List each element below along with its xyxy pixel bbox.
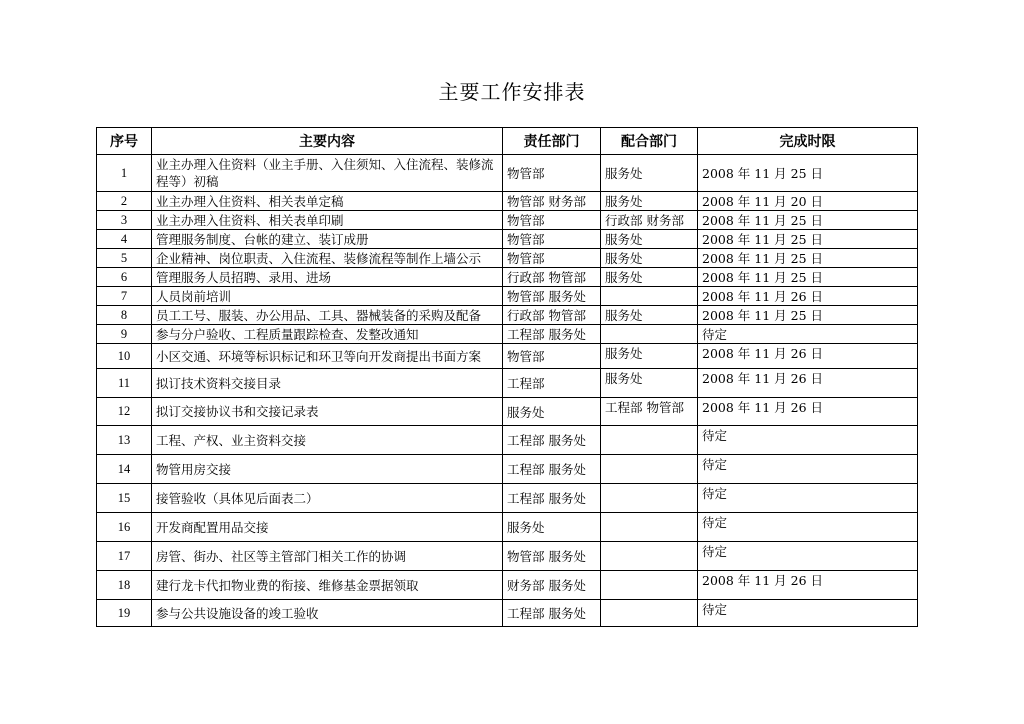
row-number: 2 — [97, 192, 152, 211]
row-responsible-dept: 工程部 服务处 — [503, 484, 601, 513]
row-cooperating-dept: 工程部 物管部 — [601, 398, 698, 426]
row-responsible-dept: 工程部 服务处 — [503, 600, 601, 627]
row-deadline: 2008 年 11 月 26 日 — [698, 344, 918, 369]
row-number: 10 — [97, 344, 152, 369]
row-responsible-dept: 物管部 — [503, 155, 601, 192]
row-content: 管理服务制度、台帐的建立、装订成册 — [152, 230, 503, 249]
row-cooperating-dept — [601, 600, 698, 627]
row-cooperating-dept — [601, 542, 698, 571]
row-cooperating-dept: 服务处 — [601, 249, 698, 268]
table-row — [97, 249, 918, 268]
row-cooperating-dept — [601, 287, 698, 306]
row-content: 建行龙卡代扣物业费的衔接、维修基金票据领取 — [152, 571, 503, 600]
row-cooperating-dept: 服务处 — [601, 230, 698, 249]
row-content: 工程、产权、业主资料交接 — [152, 426, 503, 455]
table-row — [97, 268, 918, 287]
row-cooperating-dept — [601, 455, 698, 484]
row-content: 企业精神、岗位职责、入住流程、装修流程等制作上墙公示 — [152, 249, 503, 268]
row-content: 参与公共设施设备的竣工验收 — [152, 600, 503, 627]
row-deadline: 2008 年 11 月 25 日 — [698, 249, 918, 268]
row-responsible-dept: 物管部 — [503, 249, 601, 268]
row-number: 5 — [97, 249, 152, 268]
row-responsible-dept: 物管部 — [503, 344, 601, 369]
row-content: 小区交通、环境等标识标记和环卫等向开发商提出书面方案 — [152, 344, 503, 369]
row-responsible-dept: 物管部 — [503, 230, 601, 249]
row-cooperating-dept — [601, 426, 698, 455]
row-content: 业主办理入住资料、相关表单定稿 — [152, 192, 503, 211]
table-row — [97, 211, 918, 230]
table-row — [97, 155, 918, 192]
row-cooperating-dept — [601, 484, 698, 513]
table-row — [97, 325, 918, 344]
row-responsible-dept: 工程部 服务处 — [503, 455, 601, 484]
row-deadline: 待定 — [698, 455, 918, 484]
row-responsible-dept: 工程部 服务处 — [503, 426, 601, 455]
header-row — [97, 128, 918, 155]
header-cooperating-dept: 配合部门 — [601, 128, 698, 155]
row-number: 3 — [97, 211, 152, 230]
row-cooperating-dept: 服务处 — [601, 192, 698, 211]
row-deadline: 待定 — [698, 542, 918, 571]
row-number: 18 — [97, 571, 152, 600]
row-responsible-dept: 财务部 服务处 — [503, 571, 601, 600]
header-no: 序号 — [97, 128, 152, 155]
row-responsible-dept: 行政部 物管部 — [503, 306, 601, 325]
table-row — [97, 600, 918, 627]
row-content: 物管用房交接 — [152, 455, 503, 484]
table-row — [97, 455, 918, 484]
row-deadline: 2008 年 11 月 26 日 — [698, 369, 918, 398]
table-row — [97, 484, 918, 513]
row-content: 管理服务人员招聘、录用、进场 — [152, 268, 503, 287]
table-row — [97, 306, 918, 325]
row-deadline: 2008 年 11 月 25 日 — [698, 155, 918, 192]
work-schedule-table — [96, 127, 918, 627]
row-content: 房管、街办、社区等主管部门相关工作的协调 — [152, 542, 503, 571]
table-row — [97, 287, 918, 306]
row-deadline: 待定 — [698, 513, 918, 542]
table-row — [97, 230, 918, 249]
table-row — [97, 426, 918, 455]
row-cooperating-dept: 服务处 — [601, 306, 698, 325]
table-row — [97, 398, 918, 426]
row-cooperating-dept: 行政部 财务部 — [601, 211, 698, 230]
table-row — [97, 513, 918, 542]
row-responsible-dept: 物管部 — [503, 211, 601, 230]
header-responsible-dept: 责任部门 — [503, 128, 601, 155]
row-deadline: 2008 年 11 月 25 日 — [698, 211, 918, 230]
row-responsible-dept: 行政部 物管部 — [503, 268, 601, 287]
header-deadline: 完成时限 — [698, 128, 918, 155]
row-responsible-dept: 物管部 服务处 — [503, 287, 601, 306]
table-row — [97, 369, 918, 398]
header-content: 主要内容 — [152, 128, 503, 155]
row-number: 11 — [97, 369, 152, 398]
row-deadline: 待定 — [698, 325, 918, 344]
row-deadline: 2008 年 11 月 25 日 — [698, 230, 918, 249]
row-number: 12 — [97, 398, 152, 426]
row-number: 9 — [97, 325, 152, 344]
row-deadline: 待定 — [698, 484, 918, 513]
row-responsible-dept: 工程部 服务处 — [503, 325, 601, 344]
row-number: 8 — [97, 306, 152, 325]
row-cooperating-dept: 服务处 — [601, 369, 698, 398]
row-deadline: 2008 年 11 月 26 日 — [698, 398, 918, 426]
table-body — [97, 155, 918, 627]
row-number: 4 — [97, 230, 152, 249]
page-title: 主要工作安排表 — [438, 80, 586, 104]
row-number: 15 — [97, 484, 152, 513]
row-content: 员工工号、服装、办公用品、工具、器械装备的采购及配备 — [152, 306, 503, 325]
row-number: 6 — [97, 268, 152, 287]
row-content: 拟订技术资料交接目录 — [152, 369, 503, 398]
row-responsible-dept: 服务处 — [503, 513, 601, 542]
row-content: 拟订交接协议书和交接记录表 — [152, 398, 503, 426]
row-cooperating-dept: 服务处 — [601, 268, 698, 287]
row-number: 13 — [97, 426, 152, 455]
row-responsible-dept: 物管部 服务处 — [503, 542, 601, 571]
table-row — [97, 192, 918, 211]
row-deadline: 2008 年 11 月 26 日 — [698, 571, 918, 600]
row-responsible-dept: 物管部 财务部 — [503, 192, 601, 211]
table-row — [97, 571, 918, 600]
row-content: 接管验收（具体见后面表二） — [152, 484, 503, 513]
row-responsible-dept: 服务处 — [503, 398, 601, 426]
row-content: 开发商配置用品交接 — [152, 513, 503, 542]
row-content: 人员岗前培训 — [152, 287, 503, 306]
row-number: 17 — [97, 542, 152, 571]
row-responsible-dept: 工程部 — [503, 369, 601, 398]
row-deadline: 2008 年 11 月 20 日 — [698, 192, 918, 211]
row-cooperating-dept: 服务处 — [601, 155, 698, 192]
row-cooperating-dept — [601, 513, 698, 542]
row-number: 1 — [97, 155, 152, 192]
row-number: 7 — [97, 287, 152, 306]
table-row — [97, 542, 918, 571]
row-deadline: 2008 年 11 月 25 日 — [698, 306, 918, 325]
row-content: 业主办理入住资料、相关表单印刷 — [152, 211, 503, 230]
row-content: 业主办理入住资料（业主手册、入住须知、入住流程、装修流程等）初稿 — [152, 155, 503, 192]
row-content: 参与分户验收、工程质量跟踪检查、发整改通知 — [152, 325, 503, 344]
row-cooperating-dept: 服务处 — [601, 344, 698, 369]
row-number: 14 — [97, 455, 152, 484]
row-deadline: 待定 — [698, 600, 918, 627]
row-deadline: 2008 年 11 月 25 日 — [698, 268, 918, 287]
row-cooperating-dept — [601, 325, 698, 344]
row-deadline: 待定 — [698, 426, 918, 455]
row-cooperating-dept — [601, 571, 698, 600]
table-row — [97, 344, 918, 369]
row-deadline: 2008 年 11 月 26 日 — [698, 287, 918, 306]
table-header — [97, 128, 918, 155]
row-number: 19 — [97, 600, 152, 627]
row-number: 16 — [97, 513, 152, 542]
